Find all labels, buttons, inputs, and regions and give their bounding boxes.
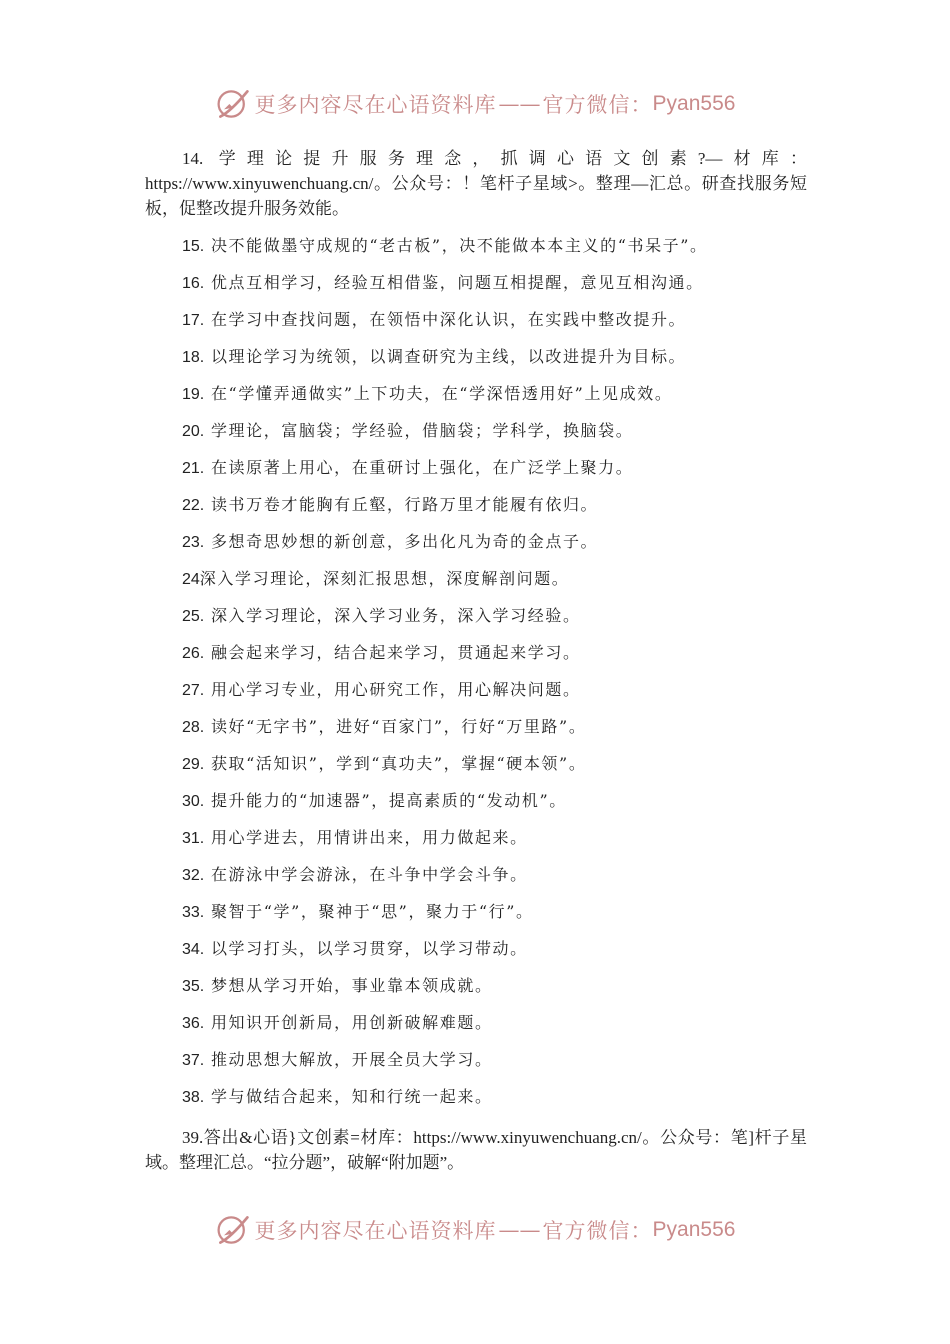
list-item: 26. 融会起来学习，结合起来学习，贯通起来学习。 [182,643,581,662]
list-item: 15. 决不能做墨守成规的“老古板”，决不能做本本主义的“书呆子”。 [182,236,708,255]
list-item: 22. 读书万卷才能胸有丘壑，行路万里才能履有依归。 [182,495,599,514]
watermark-separator: —— [498,92,541,116]
list-item: 29. 获取“活知识”，学到“真功夫”，掌握“硬本领”。 [182,754,587,773]
list-item: 20. 学理论，富脑袋；学经验，借脑袋；学科学，换脑袋。 [182,421,634,440]
list-item: 37. 推动思想大解放，开展全员大学习。 [182,1050,493,1069]
watermark-wechat-label: 官方微信： [542,1219,653,1243]
list-item: 16. 优点互相学习，经验互相借鉴，问题互相提醒，意见互相沟通。 [182,273,704,292]
pen-logo-icon [215,1212,251,1248]
watermark-text: 更多内容尽在心语资料库 [254,93,497,117]
watermark-wechat-label: 官方微信： [542,93,653,117]
list-item: 31. 用心学进去，用情讲出来，用力做起来。 [182,828,528,847]
list-item: 38. 学与做结合起来，知和行统一起来。 [182,1087,493,1106]
list-item: 36. 用知识开创新局，用创新破解难题。 [182,1013,493,1032]
pen-logo-icon [215,86,251,122]
watermark-separator: —— [498,1218,541,1242]
watermark-footer [0,1212,950,1248]
watermark-wechat-id: Pyan556 [652,1218,736,1241]
list-item: 24深入学习理论，深刻汇报思想，深度解剖问题。 [182,569,570,588]
numbered-list [145,235,807,1123]
document-body [145,146,807,1175]
watermark-header [0,86,950,122]
list-item: 35. 梦想从学习开始，事业靠本领成就。 [182,976,493,995]
list-item: 21. 在读原著上用心，在重研讨上强化，在广泛学上聚力。 [182,458,634,477]
paragraph-39: 39.答出&心语}文创素=材库：https://www.xinyuwenchuang.cn/。公众号：笔]杆子星域。整理汇总。“拉分题”，破解“附加题”。 [145,1128,807,1172]
list-item: 17. 在学习中查找问题，在领悟中深化认识，在实践中整改提升。 [182,310,687,329]
list-item: 32. 在游泳中学会游泳，在斗争中学会斗争。 [182,865,528,884]
paragraph-14: 14. 学理论提升服务理念，抓调心语文创素?—材库：https://www.xinyuwenchuang.cn/。公众号：！笔杆子星域>。整理—汇总。研查找服务短板，促整改提升服务效能。 [145,149,807,218]
list-item: 19. 在“学懂弄通做实”上下功夫，在“学深悟透用好”上见成效。 [182,384,673,403]
list-item: 33. 聚智于“学”，聚神于“思”，聚力于“行”。 [182,902,534,921]
list-item: 28. 读好“无字书”，进好“百家门”，行好“万里路”。 [182,717,587,736]
list-item: 18. 以理论学习为统领，以调查研究为主线，以改进提升为目标。 [182,347,687,366]
list-item: 27. 用心学习专业，用心研究工作，用心解决问题。 [182,680,581,699]
watermark-text: 更多内容尽在心语资料库 [254,1219,497,1243]
list-item: 30. 提升能力的“加速器”，提高素质的“发动机”。 [182,791,567,810]
watermark-wechat-id: Pyan556 [652,92,736,115]
list-item: 25. 深入学习理论，深入学习业务，深入学习经验。 [182,606,581,625]
list-item: 34. 以学习打头，以学习贯穿，以学习带动。 [182,939,528,958]
list-item: 23. 多想奇思妙想的新创意，多出化凡为奇的金点子。 [182,532,599,551]
